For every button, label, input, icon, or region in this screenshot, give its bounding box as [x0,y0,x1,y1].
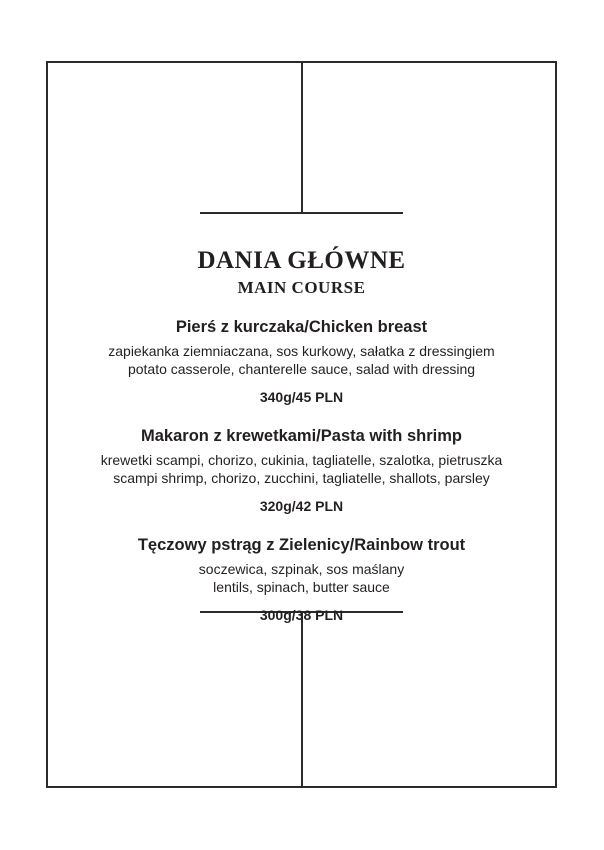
dish-description-pl: zapiekanka ziemniaczana, sos kurkowy, sałatka z dressingiem [108,343,495,359]
dish-price: 300g/38 PLN [259,607,344,623]
section-title-polish: DANIA GŁÓWNE [197,247,406,274]
dish-description-pl: krewetki scampi, chorizo, cukinia, tagliatelle, szalotka, pietruszka [100,452,503,468]
menu-content [48,247,555,624]
dish-description-en: lentils, spinach, butter sauce [213,579,390,595]
menu-item [48,426,555,515]
dish-description-pl: soczewica, szpinak, sos maślany [198,561,405,577]
bottom-ornament-vertical-line [301,612,303,787]
dish-name: Pierś z kurczaka/Chicken breast [175,318,428,336]
dish-price: 320g/42 PLN [259,498,344,514]
dish-description-en: scampi shrimp, chorizo, zucchini, tagliatelle, shallots, parsley [113,470,490,486]
dish-description-en: potato casserole, chanterelle sauce, salad with dressing [127,361,476,377]
top-ornament-horizontal-line [200,212,403,214]
dish-name: Tęczowy pstrąg z Zielenicy/Rainbow trout [137,536,466,554]
menu-item [48,535,555,624]
section-title-english: MAIN COURSE [237,278,366,297]
dish-name: Makaron z krewetkami/Pasta with shrimp [141,427,462,445]
dish-price: 340g/45 PLN [259,389,344,405]
menu-item [48,317,555,406]
top-ornament-vertical-line [301,62,303,213]
